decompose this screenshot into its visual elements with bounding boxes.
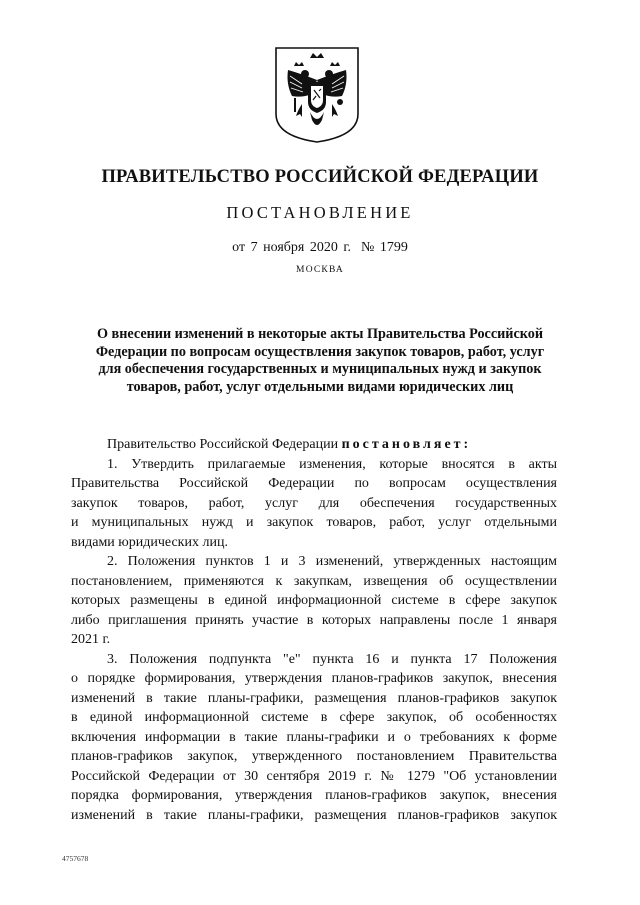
heading-line: товаров, работ, услуг отдельными видами юридических лиц (126, 378, 514, 395)
body-line: 3. Положения подпункта "е" пункта 16 и пункта 17 Положения (107, 651, 557, 667)
body-line: Российской Федерации от 30 сентября 2019 г. № 1279 "Об установлении (71, 768, 557, 784)
government-title: ПРАВИТЕЛЬСТВО РОССИЙСКОЙ ФЕДЕРАЦИИ (101, 167, 539, 187)
body-line: изменений в такие планы-графики, размещения планов-графиков закупок (71, 690, 557, 706)
document-heading (60, 326, 580, 396)
body-line: Правительства Российской Федерации по вопросам осуществления (71, 476, 557, 491)
document-city: МОСКВА (296, 265, 344, 275)
body-intro (71, 435, 557, 455)
intro-text: Правительство Российской Федерации (107, 437, 339, 452)
body-line: которых размещены в единой информационной системе в сфере закупок (71, 593, 557, 608)
body-line: планов-графиков закупок, утвержденного постановлением Правительства (71, 749, 557, 764)
body-line: 2021 г. (71, 632, 111, 647)
document-type: ПОСТАНОВЛЕНИЕ (226, 203, 414, 222)
document-id: 4757678 (62, 854, 89, 863)
body-line: и муниципальных нужд и закупок товаров, работ, услуг отдельными (71, 515, 557, 530)
body-line: о порядке формирования, утверждения планов-графиков закупок, внесения (71, 671, 557, 686)
body-line: в единой информационной системе в сфере закупок, об особенностях (71, 710, 557, 725)
heading-line: О внесении изменений в некоторые акты Правительства Российской (96, 326, 544, 342)
document-date: от 7 ноября 2020 г. (232, 240, 351, 255)
document-body (71, 435, 557, 825)
body-line: 2. Положения пунктов 1 и 3 изменений, утвержденных настоящим (107, 554, 557, 569)
body-line: изменений в такие планы-графики, размещения планов-графиков закупок (71, 807, 557, 823)
body-line: постановлением, применяются к закупкам, извещения об осуществлении (71, 573, 557, 589)
body-line: либо приглашения принять участие в которых направлены после 1 января (71, 612, 557, 628)
coat-of-arms-icon (272, 44, 362, 144)
body-line: порядка формирования, утверждения планов-графиков закупок, внесения (71, 788, 557, 803)
body-line: видами юридических лиц. (71, 534, 228, 550)
body-line: 1. Утвердить прилагаемые изменения, которые вносятся в акты (107, 456, 557, 472)
intro-resolves: постановляет: (341, 437, 472, 452)
document-date-line (0, 240, 640, 256)
body-line: включения информации в такие планы-графики и о требованиях к форме (71, 729, 557, 745)
heading-line: для обеспечения государственных и муниципальных нужд и закупок (98, 361, 542, 377)
document-number: № 1799 (360, 240, 408, 255)
body-line: закупок товаров, работ, услуг для обеспечения государственных (71, 495, 557, 511)
heading-line: Федерации по вопросам осуществления закупок товаров, работ, услуг (95, 343, 545, 360)
